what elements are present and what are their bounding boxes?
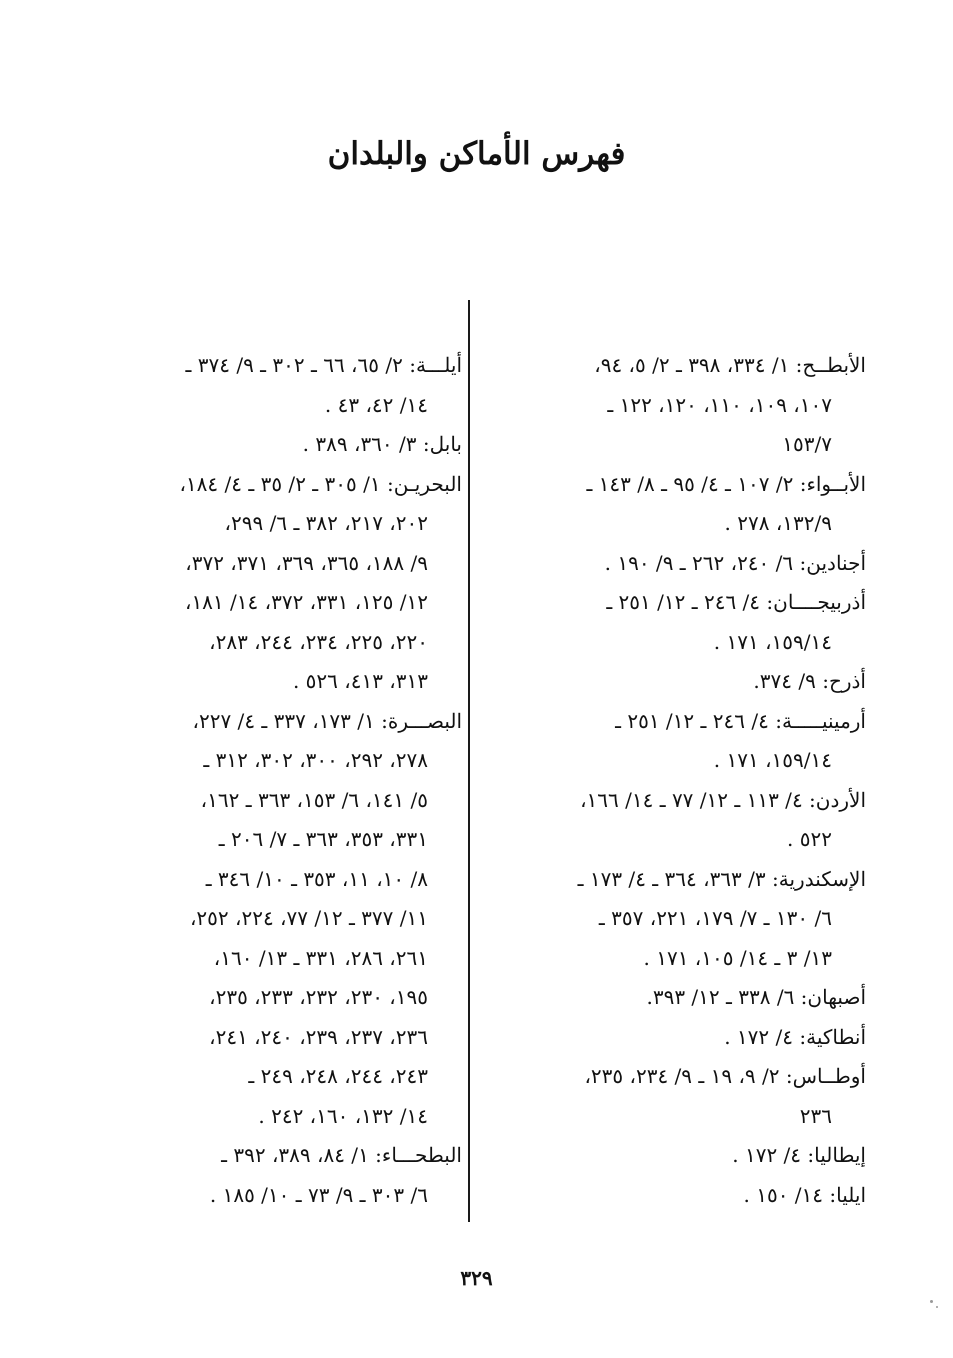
entry-continuation-line: ٣١٣، ٤١٣، ٥٢٦ . — [292, 669, 428, 693]
entry-heading-line: الأبــواء: ٢/ ١٠٧ ـ ٤/ ٩٥ ـ ٨/ ١٤٣ ـ — [586, 471, 866, 496]
entry-heading-line: أوطــاس: ٢/ ٩، ١٩ ـ ٩/ ٢٣٤، ٢٣٥، — [584, 1064, 866, 1088]
entry-continuation-line: ٢٣٦ — [799, 1103, 832, 1128]
index-entry — [494, 583, 866, 662]
index-entry — [494, 860, 866, 979]
index-entry — [82, 346, 462, 425]
index-entry — [494, 1136, 866, 1176]
index-entry — [82, 1136, 462, 1215]
index-entry — [82, 465, 462, 702]
entry-heading-line: ايليا: ١٤/ ١٥٠ . — [743, 1182, 866, 1207]
index-entry — [494, 346, 866, 465]
index-entry — [82, 425, 462, 465]
entry-continuation-line: ١٥٣/٧ — [782, 432, 832, 456]
index-column-right — [494, 346, 866, 1215]
entry-heading-line: أرمينيـــــة: ٤/ ٢٤٦ ـ ١٢/ ٢٥١ ـ — [615, 708, 866, 733]
scan-speck — [930, 1300, 933, 1303]
entry-continuation-line: ١١/ ٣٧٧ ـ ١٢/ ٧٧، ٢٢٤، ٢٥٢، — [189, 906, 428, 930]
index-entry — [494, 1057, 866, 1136]
entry-continuation-line: ٢٦١، ٢٨٦، ٣٣١ ـ ١٣/ ١٦٠، — [213, 945, 428, 970]
entry-heading-line: البحريـن: ١/ ٣٠٥ ـ ٢/ ٣٥ ـ ٤/ ١٨٤، — [179, 471, 462, 496]
entry-continuation-line: ٣٣١، ٣٥٣، ٣٦٣ ـ ٧/ ٢٠٦ ـ — [218, 827, 428, 851]
entry-continuation-line: ٩/ ١٨٨، ٣٦٥، ٣٦٩، ٣٧١، ٣٧٢، — [185, 550, 428, 575]
entry-continuation-line: ١٠٧، ١٠٩، ١١٠، ١٢٠، ١٢٢ ـ — [607, 392, 832, 417]
entry-heading-line: أذرح: ٩/ ٣٧٤. — [753, 669, 866, 693]
index-entry — [494, 465, 866, 544]
entry-heading-line: بابل: ٣/ ٣٦٠، ٣٨٩ . — [302, 432, 462, 456]
page-number: ٣٢٩ — [460, 1266, 493, 1290]
entry-continuation-line: ١٢/ ١٢٥، ٣٣١، ٣٧٢، ١٤/ ١٨١، — [184, 590, 428, 614]
entry-heading-line: أجنادين: ٦/ ٢٤٠، ٢٦٢ ـ ٩/ ١٩٠ . — [604, 550, 866, 575]
entry-continuation-line: ٨/ ١٠، ١١، ٣٥٣ ـ ١٠/ ٣٤٦ ـ — [205, 866, 428, 891]
page-title: فهرس الأماكن والبلدان — [327, 136, 626, 172]
entry-continuation-line: ٢٠٢، ٢١٧، ٣٨٢ ـ ٦/ ٢٩٩، — [224, 511, 428, 535]
index-entry — [494, 1018, 866, 1058]
entry-heading-line: إيطاليا: ٤/ ١٧٢ . — [732, 1143, 866, 1167]
entry-continuation-line: ٢٤٣، ٢٤٤، ٢٤٨، ٢٤٩ ـ — [248, 1064, 428, 1088]
scan-speck — [936, 1306, 938, 1308]
entry-continuation-line: ١٣٢/٩، ٢٧٨ . — [724, 511, 832, 535]
index-entry — [494, 1176, 866, 1216]
index-entry — [82, 702, 462, 1137]
entry-continuation-line: ١٥٩/١٤، ١٧١ . — [713, 748, 832, 772]
entry-continuation-line: ٥/ ١٤١، ٦/ ١٥٣، ٣٦٣ ـ ١٦٢، — [200, 787, 428, 812]
entry-heading-line: أصبهان: ٦/ ٣٣٨ ـ ١٢/ ٣٩٣. — [646, 985, 866, 1009]
entry-heading-line: أيلـــة: ٢/ ٦٥، ٦٦ ـ ٣٠٢ ـ ٩/ ٣٧٤ ـ — [185, 353, 462, 377]
entry-heading-line: الإسكندرية: ٣/ ٣٦٣، ٣٦٤ ـ ٤/ ١٧٣ ـ — [577, 866, 866, 891]
entry-continuation-line: ١٤/ ١٣٢، ١٦٠، ٢٤٢ . — [258, 1103, 428, 1128]
entry-continuation-line: ٦/ ٣٠٣ ـ ٩/ ٧٣ ـ ١٠/ ١٨٥ . — [209, 1182, 428, 1207]
entry-continuation-line: ١٣/ ٣ ـ ١٤/ ١٠٥، ١٧١ . — [643, 945, 832, 970]
entry-heading-line: أذربيجــــان: ٤/ ٢٤٦ ـ ١٢/ ٢٥١ ـ — [606, 590, 866, 614]
index-column-left — [82, 346, 462, 1215]
entry-continuation-line: ٥٢٢ . — [787, 827, 832, 851]
entry-heading-line: الأبطــح: ١/ ٣٣٤، ٣٩٨ ـ ٢/ ٥، ٩٤، — [594, 353, 866, 377]
entry-continuation-line: ٢٣٦، ٢٣٧، ٢٣٩، ٢٤٠، ٢٤١، — [209, 1024, 428, 1049]
entry-heading-line: البصـــرة: ١/ ١٧٣، ٣٣٧ ـ ٤/ ٢٢٧، — [192, 708, 462, 733]
entry-continuation-line: ١٥٩/١٤، ١٧١ . — [713, 629, 832, 654]
entry-continuation-line: ٢٧٨، ٢٩٢، ٣٠٠، ٣٠٢، ٣١٢ ـ — [203, 748, 428, 772]
entry-heading-line: البطحـــاء: ١/ ٨٤، ٣٨٩، ٣٩٢ ـ — [221, 1143, 462, 1167]
entry-heading-line: أنطاكية: ٤/ ١٧٢ . — [724, 1024, 866, 1049]
entry-heading-line: الأردن: ٤/ ١١٣ ـ ١٢/ ٧٧ ـ ١٤/ ١٦٦، — [580, 787, 866, 812]
entry-continuation-line: ٦/ ١٣٠ ـ ٧/ ١٧٩، ٢٢١، ٣٥٧ ـ — [598, 906, 832, 930]
entry-continuation-line: ١٩٥، ٢٣٠، ٢٣٢، ٢٣٣، ٢٣٥، — [209, 985, 428, 1009]
entry-continuation-line: ٢٢٠، ٢٢٥، ٢٣٤، ٢٤٤، ٢٨٣، — [209, 629, 428, 654]
index-entry — [494, 544, 866, 584]
index-entry — [494, 702, 866, 781]
column-divider — [468, 300, 470, 1222]
index-entry — [494, 781, 866, 860]
entry-continuation-line: ١٤/ ٤٢، ٤٣ . — [324, 392, 428, 417]
index-entry — [494, 978, 866, 1018]
index-entry — [494, 662, 866, 702]
